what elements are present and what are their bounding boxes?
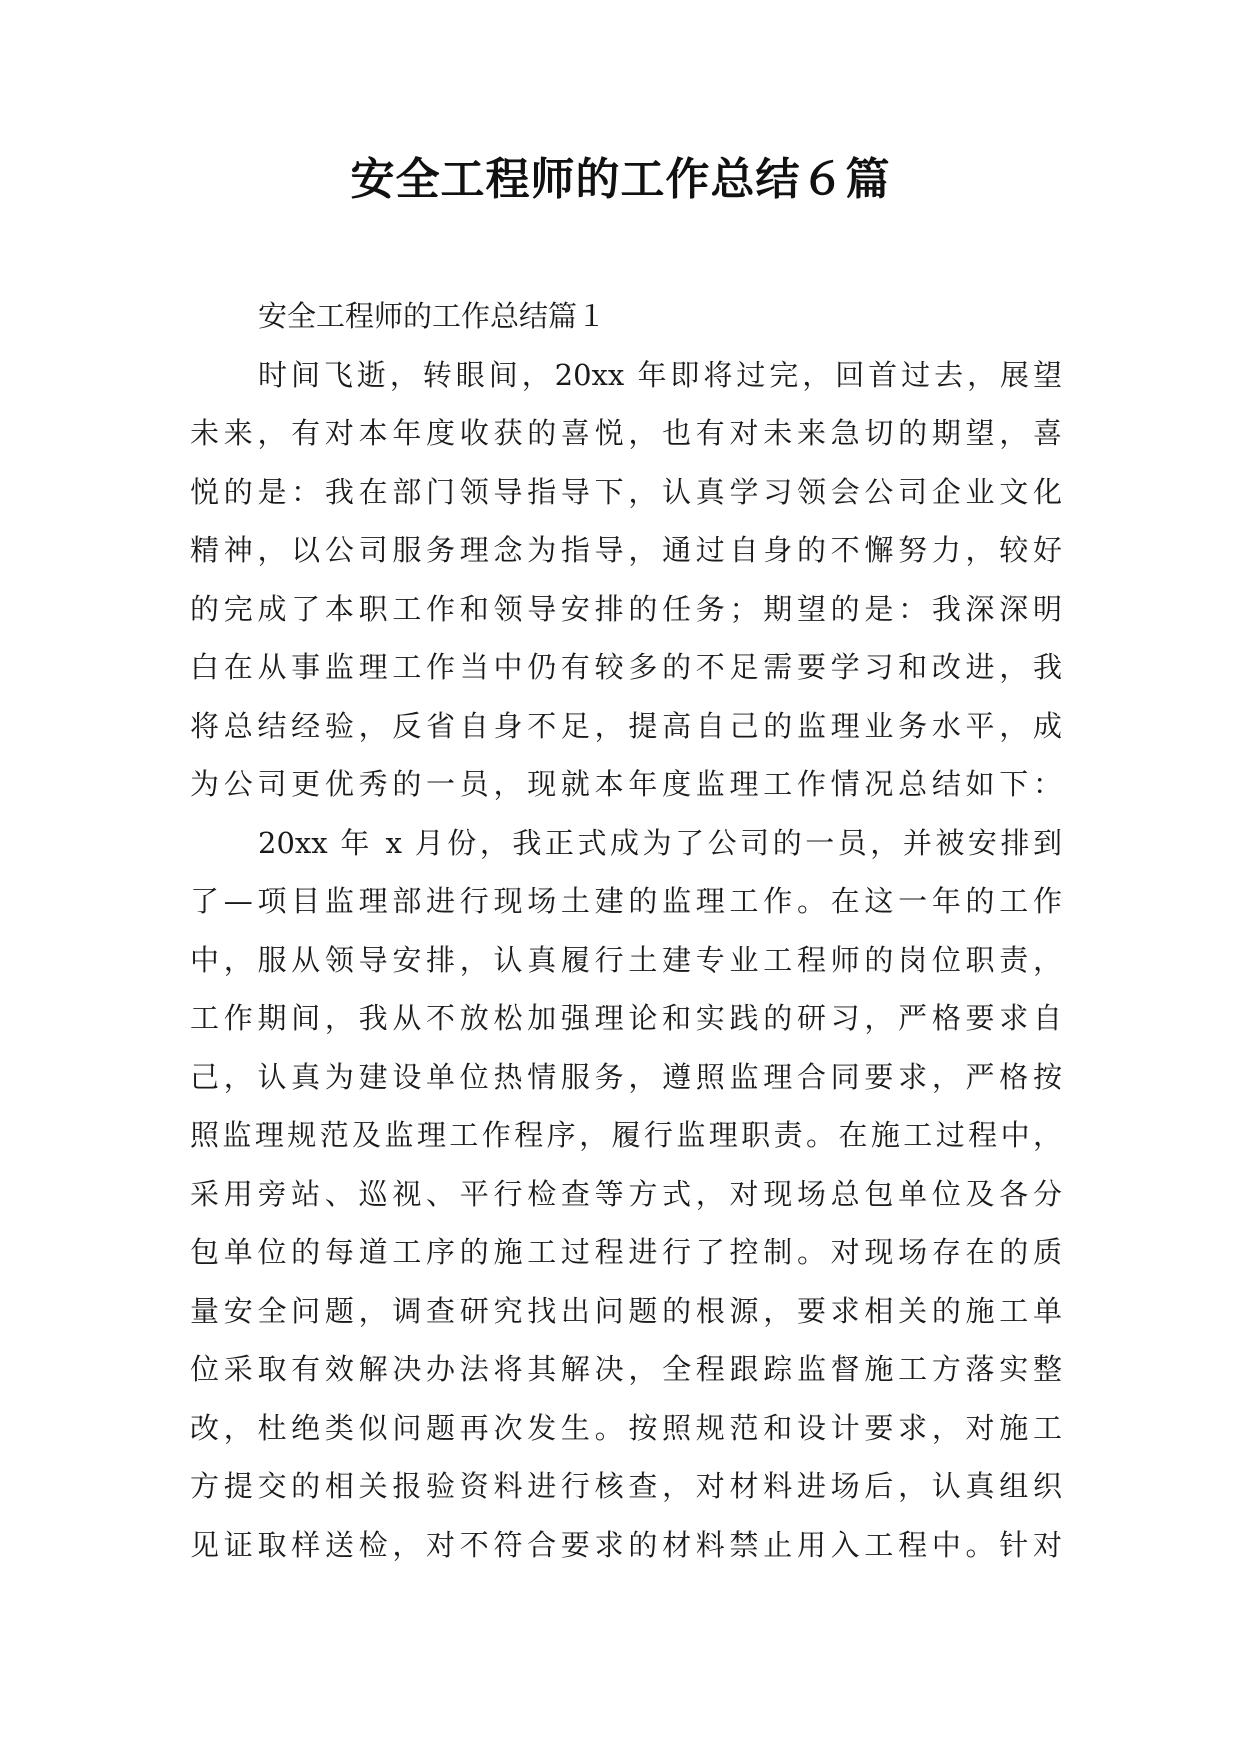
paragraph-line: 量安全问题，调查研究找出问题的根源，要求相关的施工单 (190, 1293, 1062, 1328)
paragraph-line: 照监理规范及监理工作程序，履行监理职责。在施工过程中， (190, 1118, 1062, 1152)
paragraph-line: 工作期间，我从不放松加强理论和实践的研习，严格要求自 (190, 1001, 1062, 1035)
paragraph-line: 20xx 年 x 月份，我正式成为了公司的一员，并被安排到 (258, 825, 1062, 860)
document-title: 安全工程师的工作总结６篇 (350, 154, 891, 205)
paragraph-line: 精神，以公司服务理念为指导，通过自身的不懈努力，较好 (190, 533, 1062, 567)
paragraph-line: 方提交的相关报验资料进行核查，对材料进场后，认真组织 (190, 1469, 1062, 1503)
paragraph-line: 位采取有效解决办法将其解决，全程跟踪监督施工方落实整 (190, 1352, 1062, 1386)
document-body (190, 287, 1062, 1574)
paragraph-line: 白在从事监理工作当中仍有较多的不足需要学习和改进，我 (190, 650, 1062, 684)
paragraph-line: 为公司更优秀的一员，现就本年度监理工作情况总结如下： (190, 767, 1062, 801)
paragraph-line: 见证取样送检，对不符合要求的材料禁止用入工程中。针对 (190, 1527, 1062, 1562)
paragraph-line: 包单位的每道工序的施工过程进行了控制。对现场存在的质 (190, 1235, 1062, 1269)
section-heading: 安全工程师的工作总结篇１ (258, 299, 607, 333)
paragraph-line: 时间飞逝，转眼间，20xx 年即将过完，回首过去，展望 (258, 357, 1062, 392)
paragraph-line: 己，认真为建设单位热情服务，遵照监理合同要求，严格按 (190, 1059, 1062, 1094)
paragraph-line: 采用旁站、巡视、平行检查等方式，对现场总包单位及各分 (190, 1176, 1062, 1211)
paragraph-line: 中，服从领导安排，认真履行土建专业工程师的岗位职责， (190, 942, 1062, 977)
paragraph-line: 悦的是：我在部门领导指导下，认真学习领会公司企业文化 (190, 474, 1062, 509)
paragraph-line: 了—项目监理部进行现场土建的监理工作。在这一年的工作 (190, 884, 1062, 918)
paragraph-line: 将总结经验，反省自身不足，提高自己的监理业务水平，成 (190, 708, 1062, 743)
paragraph-line: 改，杜绝类似问题再次发生。按照规范和设计要求，对施工 (190, 1410, 1062, 1445)
paragraph-line: 未来，有对本年度收获的喜悦，也有对未来急切的期望，喜 (190, 416, 1062, 450)
paragraph-line: 的完成了本职工作和领导安排的任务；期望的是：我深深明 (190, 591, 1062, 626)
